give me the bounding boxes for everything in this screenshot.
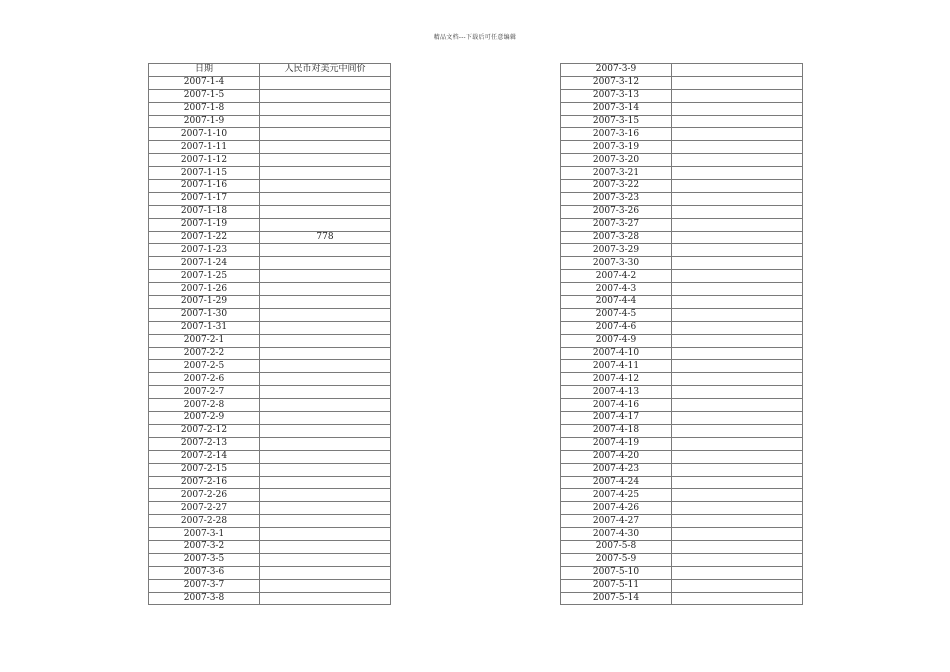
rate-cell (260, 489, 391, 502)
rate-cell (672, 579, 803, 592)
date-cell: 2007-3-20 (561, 154, 672, 167)
table-row (561, 257, 803, 270)
date-cell: 2007-3-2 (149, 540, 260, 553)
date-cell: 2007-4-9 (561, 334, 672, 347)
date-cell: 2007-3-12 (561, 76, 672, 89)
rate-cell (672, 283, 803, 296)
table-row (149, 76, 391, 89)
date-cell: 2007-3-14 (561, 102, 672, 115)
date-cell: 2007-4-24 (561, 476, 672, 489)
table-row (561, 450, 803, 463)
table-row (149, 489, 391, 502)
rate-cell (260, 89, 391, 102)
date-cell: 2007-4-13 (561, 386, 672, 399)
date-cell: 2007-1-10 (149, 128, 260, 141)
table-row (149, 528, 391, 541)
table-row (149, 424, 391, 437)
table-row (561, 502, 803, 515)
rate-cell (672, 257, 803, 270)
table-row (149, 515, 391, 528)
table-row (561, 540, 803, 553)
table-row (561, 424, 803, 437)
table-row (561, 579, 803, 592)
date-cell: 2007-5-11 (561, 579, 672, 592)
rate-cell (672, 540, 803, 553)
table-row (561, 128, 803, 141)
date-cell: 2007-2-14 (149, 450, 260, 463)
rate-cell (672, 515, 803, 528)
rate-cell (260, 399, 391, 412)
date-cell: 2007-5-10 (561, 566, 672, 579)
table-row (561, 205, 803, 218)
rate-cell (260, 167, 391, 180)
rate-cell (672, 244, 803, 257)
rate-cell (260, 373, 391, 386)
rate-cell (260, 218, 391, 231)
date-cell: 2007-3-7 (149, 579, 260, 592)
date-cell: 2007-2-13 (149, 437, 260, 450)
date-cell: 2007-2-26 (149, 489, 260, 502)
rate-cell (672, 321, 803, 334)
table-row (561, 515, 803, 528)
rate-cell (260, 463, 391, 476)
table-row (561, 528, 803, 541)
table-row (561, 373, 803, 386)
table-row (149, 308, 391, 321)
table-row (149, 283, 391, 296)
date-cell: 2007-3-22 (561, 180, 672, 193)
table-row (561, 399, 803, 412)
rate-cell (260, 308, 391, 321)
table-row (149, 180, 391, 193)
rate-column-header: 人民币对美元中间价 (260, 64, 391, 77)
rate-cell (260, 360, 391, 373)
table-row (149, 128, 391, 141)
rate-cell (260, 115, 391, 128)
rate-cell (260, 141, 391, 154)
date-cell: 2007-4-27 (561, 515, 672, 528)
rate-cell (260, 528, 391, 541)
rate-cell (260, 476, 391, 489)
table-row (561, 231, 803, 244)
table-row (561, 386, 803, 399)
date-cell: 2007-4-20 (561, 450, 672, 463)
table-row (561, 553, 803, 566)
table-row (149, 205, 391, 218)
table-row (561, 412, 803, 425)
table-row (561, 180, 803, 193)
date-cell: 2007-1-31 (149, 321, 260, 334)
table-row (149, 321, 391, 334)
table-row (561, 296, 803, 309)
left-rate-table (148, 63, 391, 605)
table-row (149, 412, 391, 425)
rate-cell (260, 412, 391, 425)
table-row (561, 592, 803, 605)
rate-cell (260, 347, 391, 360)
rate-cell (672, 192, 803, 205)
rate-cell (672, 463, 803, 476)
table-row (561, 154, 803, 167)
rate-cell (260, 270, 391, 283)
table-row (149, 450, 391, 463)
date-cell: 2007-4-23 (561, 463, 672, 476)
table-row (561, 476, 803, 489)
date-cell: 2007-4-3 (561, 283, 672, 296)
table-row (561, 360, 803, 373)
date-cell: 2007-2-2 (149, 347, 260, 360)
date-cell: 2007-4-10 (561, 347, 672, 360)
rate-cell (672, 154, 803, 167)
rate-cell (260, 515, 391, 528)
date-cell: 2007-1-25 (149, 270, 260, 283)
rate-cell (260, 296, 391, 309)
rate-cell (672, 373, 803, 386)
table-row (149, 579, 391, 592)
date-cell: 2007-1-4 (149, 76, 260, 89)
date-cell: 2007-2-6 (149, 373, 260, 386)
date-cell: 2007-3-9 (561, 64, 672, 77)
date-cell: 2007-1-8 (149, 102, 260, 115)
table-row (149, 386, 391, 399)
table-row (149, 154, 391, 167)
rate-cell (672, 296, 803, 309)
table-row (561, 102, 803, 115)
date-cell: 2007-3-26 (561, 205, 672, 218)
date-cell: 2007-5-8 (561, 540, 672, 553)
date-cell: 2007-3-29 (561, 244, 672, 257)
table-row (149, 115, 391, 128)
table-row (149, 463, 391, 476)
table-row (149, 347, 391, 360)
table-row (561, 89, 803, 102)
date-column-header: 日期 (149, 64, 260, 77)
rate-cell (672, 437, 803, 450)
table-row (561, 308, 803, 321)
date-cell: 2007-3-13 (561, 89, 672, 102)
table-row (561, 463, 803, 476)
table-row (561, 115, 803, 128)
table-row (561, 218, 803, 231)
table-row (149, 566, 391, 579)
table-row (149, 257, 391, 270)
date-cell: 2007-3-15 (561, 115, 672, 128)
date-cell: 2007-3-27 (561, 218, 672, 231)
rate-cell (260, 437, 391, 450)
date-cell: 2007-3-6 (149, 566, 260, 579)
rate-cell (260, 553, 391, 566)
rate-cell (672, 231, 803, 244)
date-cell: 2007-3-16 (561, 128, 672, 141)
rate-cell (672, 167, 803, 180)
date-cell: 2007-3-23 (561, 192, 672, 205)
rate-cell (672, 64, 803, 77)
rate-cell (260, 579, 391, 592)
rate-cell (260, 334, 391, 347)
rate-cell (260, 321, 391, 334)
rate-cell (672, 102, 803, 115)
table-row (149, 231, 391, 244)
date-cell: 2007-2-8 (149, 399, 260, 412)
date-cell: 2007-3-19 (561, 141, 672, 154)
table-row (149, 373, 391, 386)
table-header-row (149, 64, 391, 77)
date-cell: 2007-1-11 (149, 141, 260, 154)
date-cell: 2007-1-9 (149, 115, 260, 128)
table-row (561, 566, 803, 579)
table-row (149, 334, 391, 347)
rate-cell (672, 115, 803, 128)
table-row (149, 218, 391, 231)
date-cell: 2007-1-24 (149, 257, 260, 270)
date-cell: 2007-5-14 (561, 592, 672, 605)
table-row (149, 553, 391, 566)
date-cell: 2007-4-12 (561, 373, 672, 386)
date-cell: 2007-5-9 (561, 553, 672, 566)
rate-cell (260, 424, 391, 437)
table-row (149, 167, 391, 180)
rate-cell (260, 154, 391, 167)
rate-cell (672, 566, 803, 579)
date-cell: 2007-1-18 (149, 205, 260, 218)
rate-cell (672, 76, 803, 89)
date-cell: 2007-1-19 (149, 218, 260, 231)
date-cell: 2007-3-1 (149, 528, 260, 541)
rate-cell (672, 476, 803, 489)
rate-cell (260, 592, 391, 605)
rate-cell (672, 270, 803, 283)
date-cell: 2007-4-30 (561, 528, 672, 541)
table-row (561, 334, 803, 347)
rate-cell (672, 141, 803, 154)
table-row (561, 283, 803, 296)
date-cell: 2007-2-12 (149, 424, 260, 437)
date-cell: 2007-4-6 (561, 321, 672, 334)
page-header-note: 精品文档---下载后可任意编辑 (433, 34, 517, 41)
date-cell: 2007-2-1 (149, 334, 260, 347)
rate-cell (672, 412, 803, 425)
table-row (149, 476, 391, 489)
rate-cell (260, 566, 391, 579)
rate-cell (260, 540, 391, 553)
date-cell: 2007-4-25 (561, 489, 672, 502)
table-row (149, 102, 391, 115)
table-row (149, 270, 391, 283)
date-cell: 2007-2-16 (149, 476, 260, 489)
rate-cell (672, 553, 803, 566)
table-row (561, 489, 803, 502)
date-cell: 2007-3-28 (561, 231, 672, 244)
table-row (561, 76, 803, 89)
date-cell: 2007-4-5 (561, 308, 672, 321)
date-cell: 2007-4-2 (561, 270, 672, 283)
rate-cell (260, 76, 391, 89)
table-row (561, 167, 803, 180)
table-row (149, 360, 391, 373)
rate-cell (672, 592, 803, 605)
date-cell: 2007-1-5 (149, 89, 260, 102)
date-cell: 2007-4-17 (561, 412, 672, 425)
table-row (149, 540, 391, 553)
table-row (149, 244, 391, 257)
rate-cell (260, 102, 391, 115)
table-row (149, 399, 391, 412)
rate-cell: 778 (260, 231, 391, 244)
table-row (149, 592, 391, 605)
rate-cell (672, 424, 803, 437)
date-cell: 2007-3-8 (149, 592, 260, 605)
rate-cell (260, 257, 391, 270)
date-cell: 2007-3-30 (561, 257, 672, 270)
table-row (561, 270, 803, 283)
table-row (149, 296, 391, 309)
date-cell: 2007-1-23 (149, 244, 260, 257)
table-row (561, 321, 803, 334)
table-row (149, 89, 391, 102)
table-row (561, 347, 803, 360)
rate-cell (260, 283, 391, 296)
rate-cell (260, 386, 391, 399)
rate-cell (672, 128, 803, 141)
date-cell: 2007-2-7 (149, 386, 260, 399)
rate-cell (260, 180, 391, 193)
rate-cell (260, 128, 391, 141)
rate-cell (672, 528, 803, 541)
date-cell: 2007-4-19 (561, 437, 672, 450)
rate-cell (260, 205, 391, 218)
date-cell: 2007-1-12 (149, 154, 260, 167)
rate-cell (672, 308, 803, 321)
table-row (149, 141, 391, 154)
date-cell: 2007-4-4 (561, 296, 672, 309)
right-rate-table (560, 63, 803, 605)
date-cell: 2007-2-27 (149, 502, 260, 515)
date-cell: 2007-3-5 (149, 553, 260, 566)
rate-cell (672, 386, 803, 399)
table-row (149, 192, 391, 205)
date-cell: 2007-1-17 (149, 192, 260, 205)
rate-cell (260, 192, 391, 205)
date-cell: 2007-3-21 (561, 167, 672, 180)
date-cell: 2007-4-26 (561, 502, 672, 515)
table-row (149, 502, 391, 515)
date-cell: 2007-2-15 (149, 463, 260, 476)
rate-cell (672, 450, 803, 463)
date-cell: 2007-2-28 (149, 515, 260, 528)
date-cell: 2007-2-5 (149, 360, 260, 373)
rate-cell (672, 218, 803, 231)
date-cell: 2007-1-30 (149, 308, 260, 321)
date-cell: 2007-1-29 (149, 296, 260, 309)
rate-cell (260, 450, 391, 463)
rate-cell (672, 334, 803, 347)
date-cell: 2007-1-26 (149, 283, 260, 296)
rate-cell (260, 502, 391, 515)
rate-cell (672, 89, 803, 102)
table-row (561, 244, 803, 257)
table-row (561, 192, 803, 205)
rate-cell (672, 502, 803, 515)
date-cell: 2007-4-11 (561, 360, 672, 373)
rate-cell (672, 399, 803, 412)
table-row (561, 64, 803, 77)
date-cell: 2007-1-16 (149, 180, 260, 193)
table-row (561, 141, 803, 154)
rate-cell (672, 489, 803, 502)
table-row (149, 437, 391, 450)
table-row (561, 437, 803, 450)
rate-cell (672, 180, 803, 193)
rate-cell (672, 205, 803, 218)
rate-cell (672, 347, 803, 360)
date-cell: 2007-2-9 (149, 412, 260, 425)
date-cell: 2007-1-22 (149, 231, 260, 244)
date-cell: 2007-4-18 (561, 424, 672, 437)
rate-cell (260, 244, 391, 257)
date-cell: 2007-4-16 (561, 399, 672, 412)
date-cell: 2007-1-15 (149, 167, 260, 180)
rate-cell (672, 360, 803, 373)
